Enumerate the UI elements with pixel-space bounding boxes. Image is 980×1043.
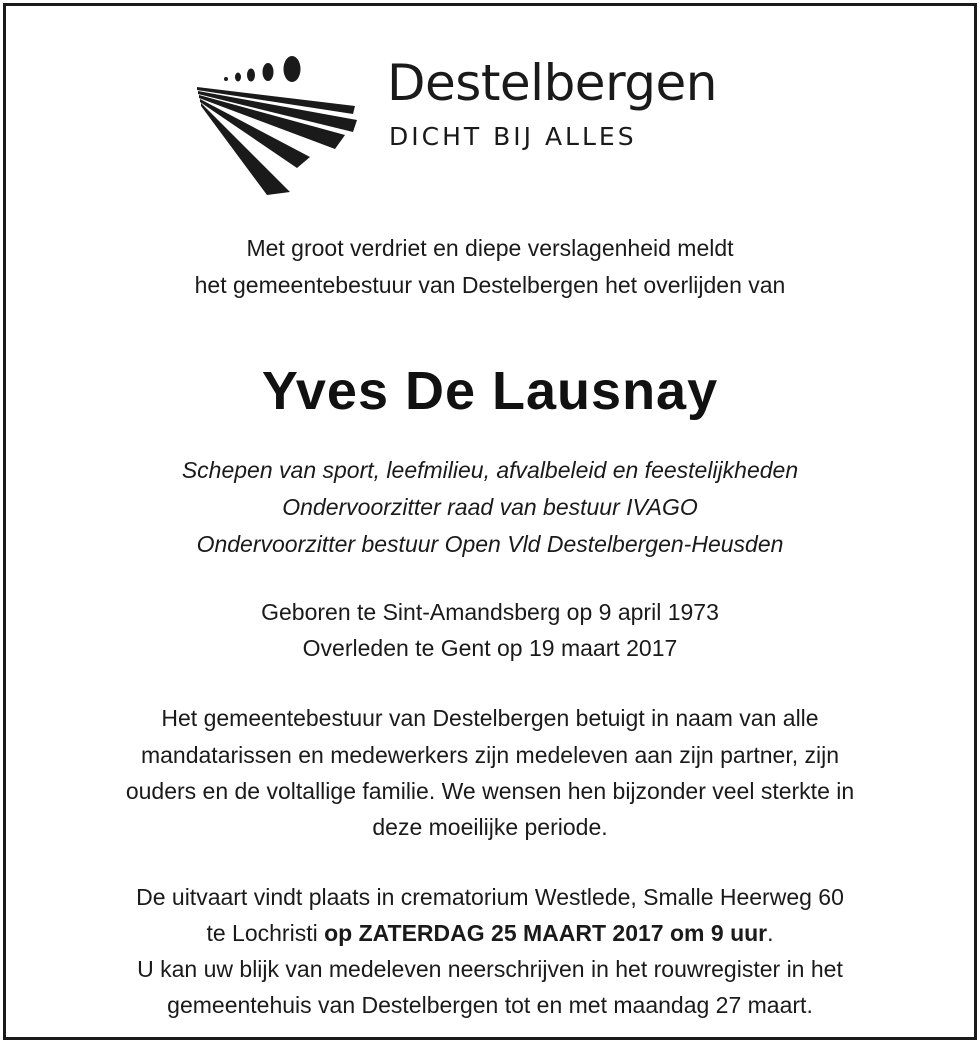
destelbergen-logo-icon <box>195 50 365 200</box>
intro-line-2: het gemeentebestuur van Destelbergen het overlijden van <box>194 272 786 298</box>
destelbergen-logo <box>195 50 795 200</box>
funeral-line-4: gemeentehuis van Destelbergen tot en met maandag 27 maart. <box>167 992 813 1018</box>
condolence-line-4: deze moeilijke periode. <box>372 814 608 840</box>
condolence-line-1: Het gemeentebestuur van Destelbergen betuigt in naam van alle <box>161 705 819 731</box>
deceased-name: Yves De Lausnay <box>261 361 719 421</box>
condolence-line-2: mandatarissen en medewerkers zijn medeleven aan zijn partner, zijn <box>140 742 840 768</box>
funeral-line-3: U kan uw blijk van medeleven neerschrijven in het rouwregister in het <box>137 956 843 982</box>
funeral-line-2 <box>0 919 980 947</box>
function-line-3: Ondervoorzitter bestuur Open Vld Destelbergen-Heusden <box>196 531 784 557</box>
logo-title: Destelbergen <box>387 54 717 112</box>
function-line-1: Schepen van sport, leefmilieu, afvalbeleid en feestelijkheden <box>181 457 799 483</box>
intro-line-1: Met groot verdriet en diepe verslagenheid meldt <box>246 235 734 261</box>
funeral-line-1: De uitvaart vindt plaats in crematorium Westlede, Smalle Heerweg 60 <box>136 884 844 910</box>
funeral-period: . <box>767 920 774 946</box>
condolence-line-3: ouders en de voltallige familie. We wensen hen bijzonder veel sterkte in <box>125 778 855 804</box>
funeral-place: te Lochristi <box>206 920 325 946</box>
function-line-2: Ondervoorzitter raad van bestuur IVAGO <box>282 494 698 520</box>
birth-line: Geboren te Sint-Amandsberg op 9 april 1973 <box>261 599 719 625</box>
logo-tagline: DICHT BIJ ALLES <box>389 122 637 151</box>
death-line: Overleden te Gent op 19 maart 2017 <box>302 635 678 661</box>
funeral-datetime: op ZATERDAG 25 MAART 2017 om 9 uur <box>324 920 768 946</box>
